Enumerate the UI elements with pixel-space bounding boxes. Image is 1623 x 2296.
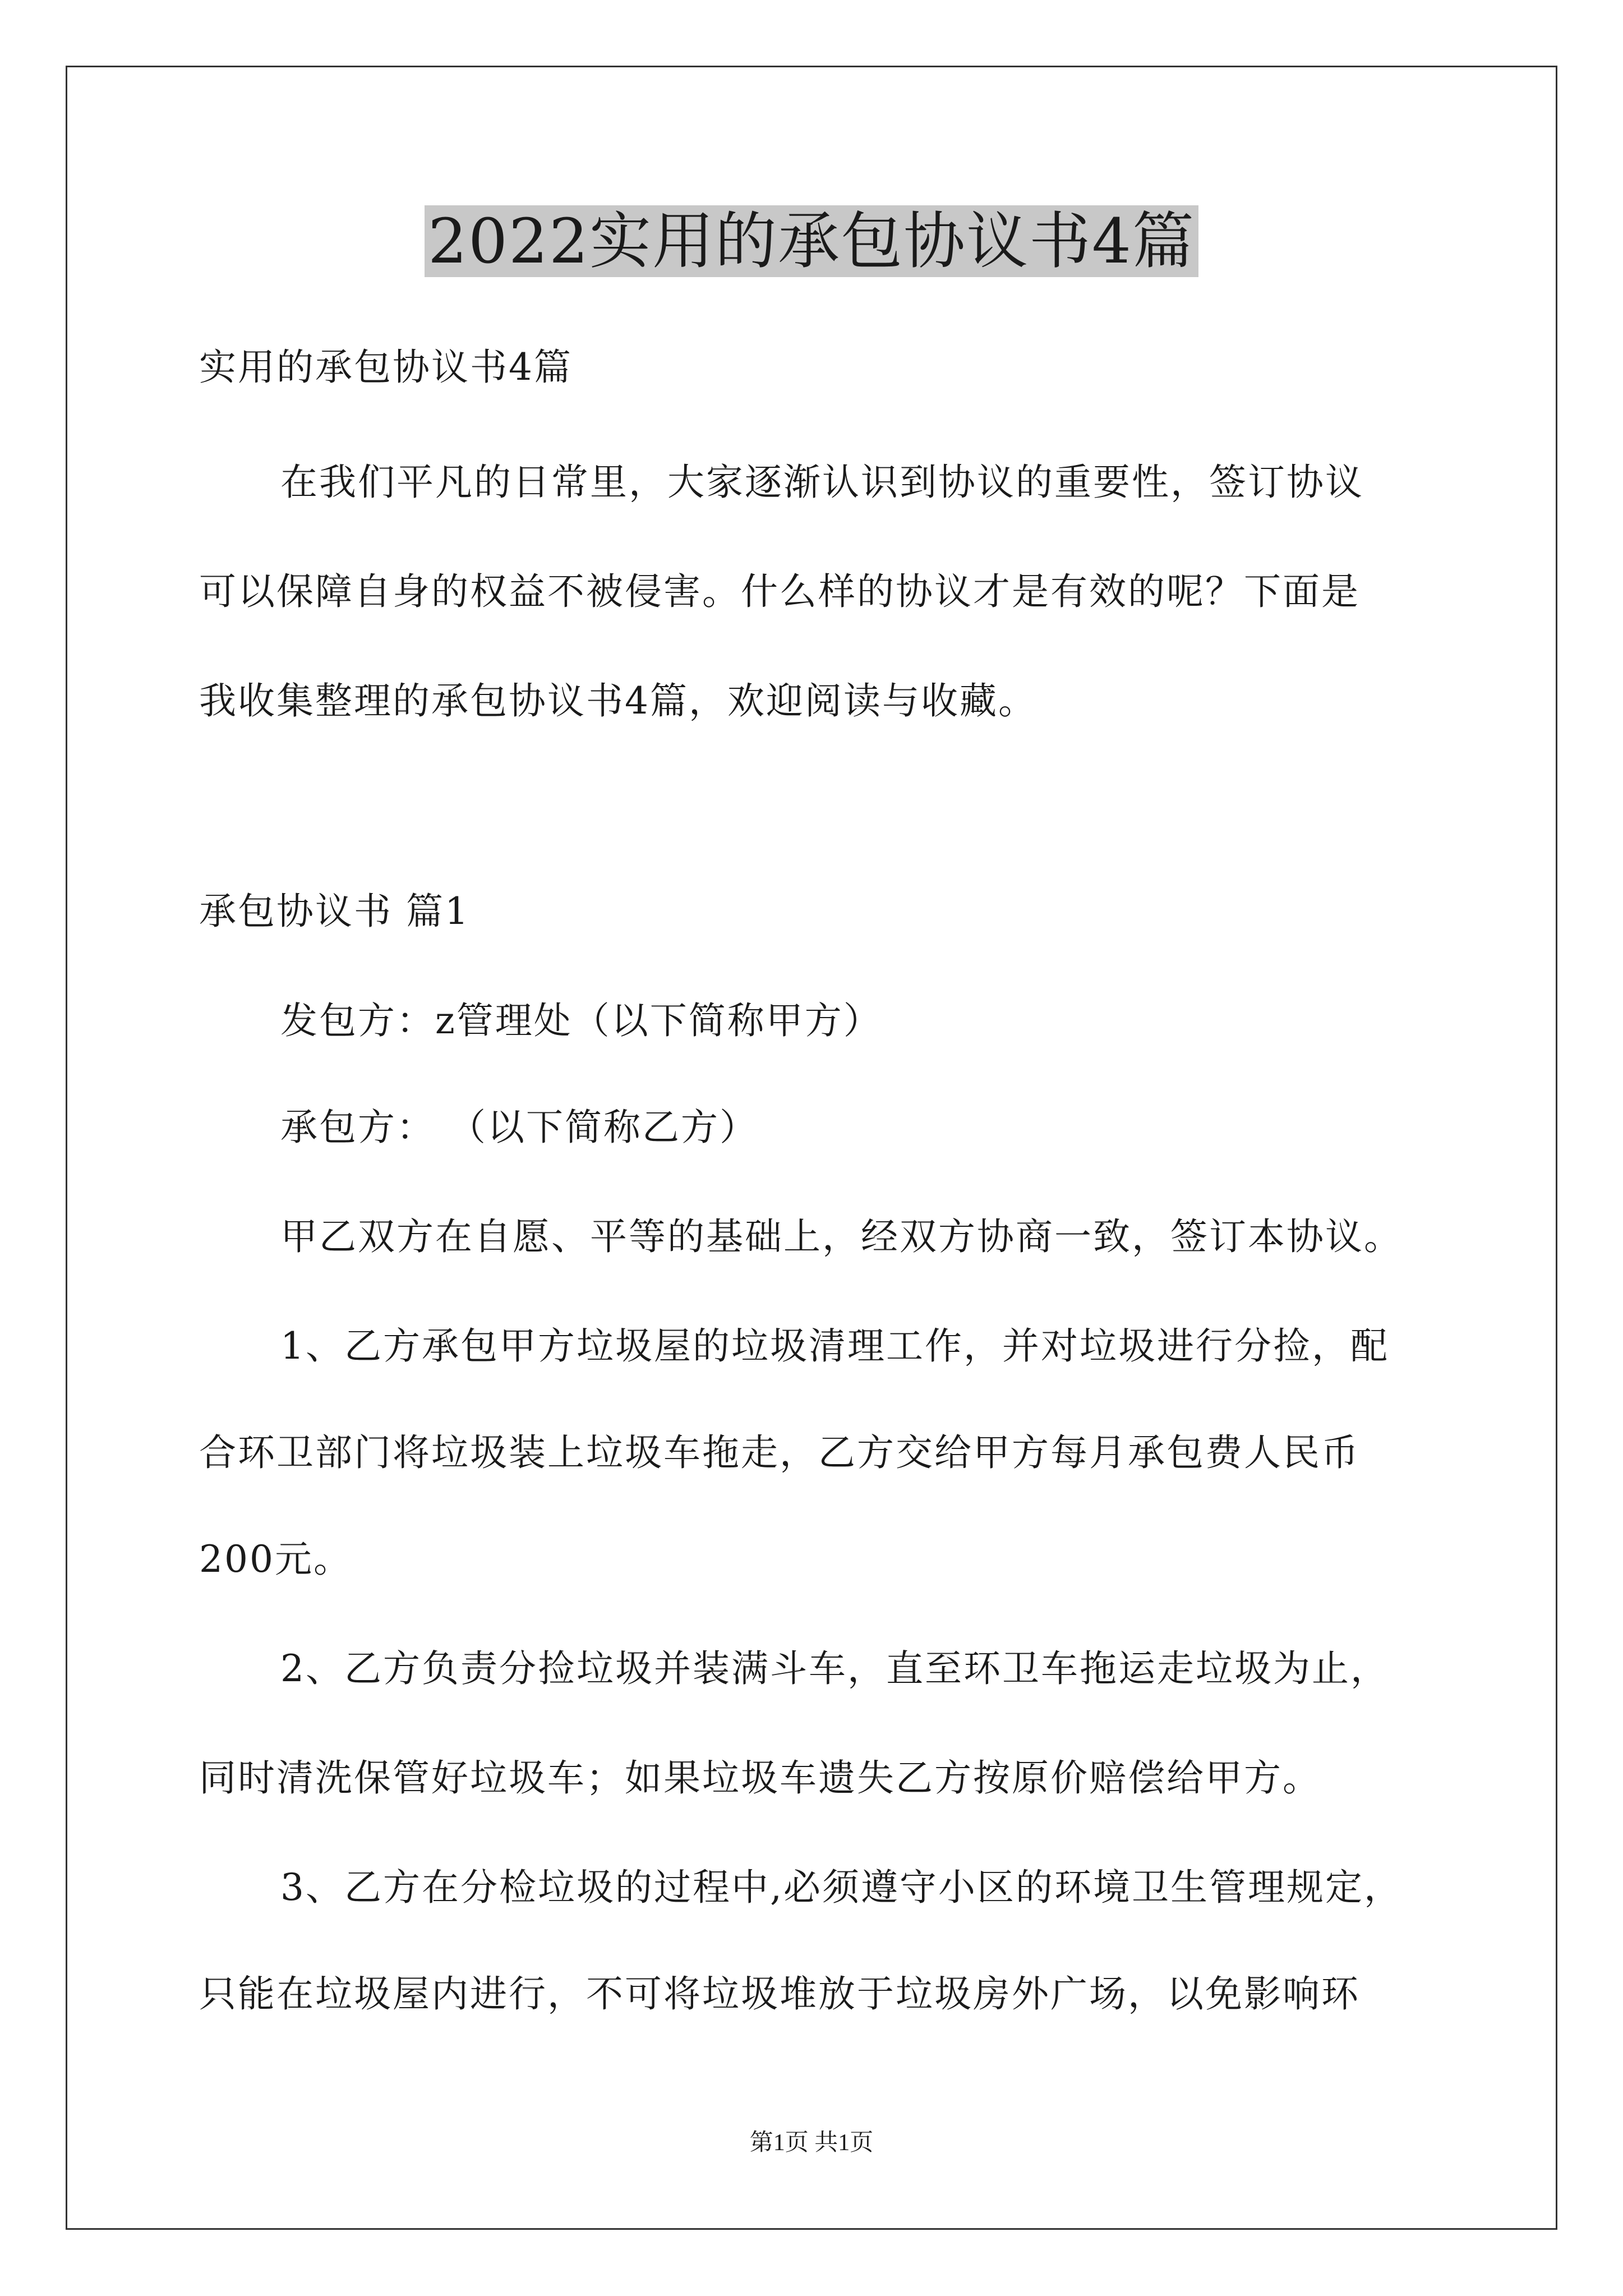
document-title (0, 199, 1623, 283)
clause-1-line-1: 1、乙方承包甲方垃圾屋的垃圾清理工作，并对垃圾进行分捡，配 (280, 1324, 1389, 1368)
subtitle-line: 实用的承包协议书4篇 (199, 346, 573, 389)
party-b-line: 承包方： （以下简称乙方） (280, 1106, 758, 1149)
agreement-intro-line: 甲乙双方在自愿、平等的基础上，经双方协商一致，签订本协议。 (280, 1215, 1403, 1258)
clause-1-line-2: 合环卫部门将垃圾装上垃圾车拖走，乙方交给甲方每月承包费人民币 (199, 1431, 1360, 1474)
clause-2-line-2: 同时清洗保管好垃圾车；如果垃圾车遗失乙方按原价赔偿给甲方。 (199, 1756, 1321, 1800)
clause-3-line-1: 3、乙方在分检垃圾的过程中,必须遵守小区的环境卫生管理规定， (280, 1866, 1403, 1909)
intro-line-2: 可以保障自身的权益不被侵害。什么样的协议才是有效的呢？下面是 (199, 570, 1360, 613)
clause-2-line-1: 2、乙方负责分捡垃圾并装满斗车，直至环卫车拖运走垃圾为止， (280, 1647, 1389, 1690)
party-a-line: 发包方：z管理处（以下简称甲方） (280, 999, 882, 1042)
intro-line-3: 我收集整理的承包协议书4篇，欢迎阅读与收藏。 (199, 679, 1037, 723)
page-footer: 第1页 共1页 (749, 2130, 874, 2156)
clause-3-line-2: 只能在垃圾屋内进行，不可将垃圾堆放于垃圾房外广场，以免影响环 (199, 1972, 1360, 2016)
clause-1-line-3: 200元。 (199, 1538, 352, 1581)
document-title-text: 2022实用的承包协议书4篇 (425, 205, 1198, 277)
section-heading: 承包协议书 篇1 (199, 890, 470, 933)
intro-line-1: 在我们平凡的日常里，大家逐渐认识到协议的重要性，签订协议 (280, 461, 1364, 504)
